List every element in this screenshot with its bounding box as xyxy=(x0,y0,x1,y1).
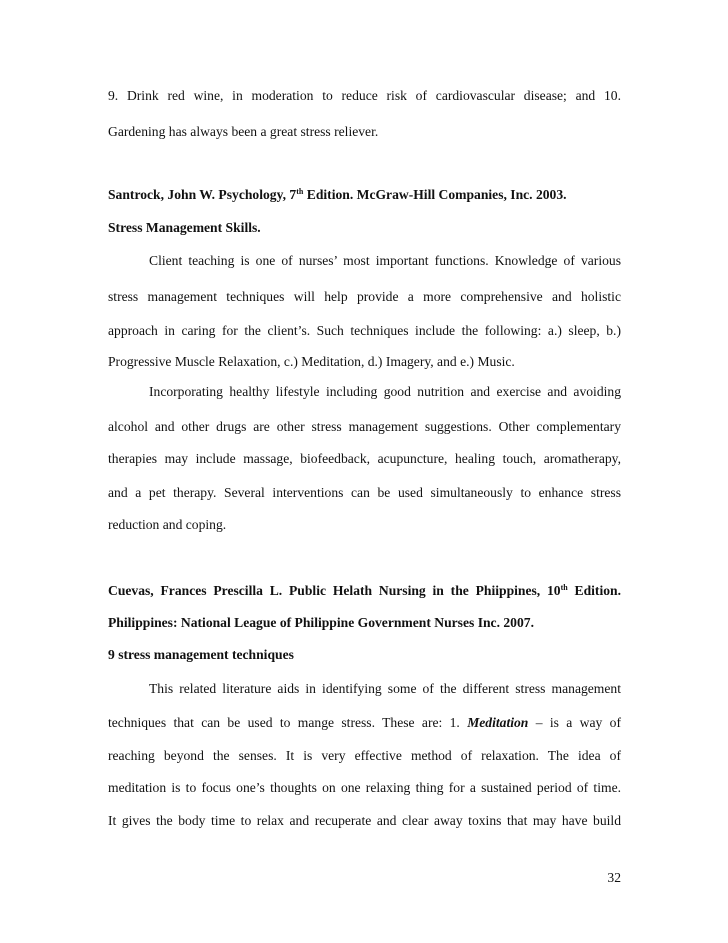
paragraph-line: reduction and coping. xyxy=(108,517,227,532)
paragraph-line: alcohol and other drugs are other stress management suggestions. Other complementary xyxy=(108,419,621,434)
reference-superscript: th xyxy=(560,583,568,592)
paragraph-text: – is a way of xyxy=(528,715,621,730)
paragraph-text: techniques that can be used to mange stress. These are: 1. xyxy=(108,715,468,730)
paragraph-line: It gives the body time to relax and recuperate and clear away toxins that may have build xyxy=(108,813,621,828)
paragraph-line: and a pet therapy. Several interventions can be used simultaneously to enhance stress xyxy=(108,485,621,500)
reference-citation-line: Philippines: National League of Philippine Government Nurses Inc. 2007. xyxy=(108,615,534,630)
reference-text: Edition. McGraw-Hill Companies, Inc. 2003. xyxy=(303,187,567,202)
paragraph-line xyxy=(108,714,621,732)
paragraph-line: Incorporating healthy lifestyle including good nutrition and exercise and avoiding xyxy=(149,384,621,399)
section-heading: Stress Management Skills. xyxy=(108,220,261,235)
paragraph-line: therapies may include massage, biofeedback, acupuncture, healing touch, aromatherapy, xyxy=(108,451,621,466)
page-number: 32 xyxy=(607,870,621,885)
paragraph-line: 9. Drink red wine, in moderation to reduce risk of cardiovascular disease; and 10. xyxy=(108,88,621,103)
paragraph-line: Client teaching is one of nurses’ most important functions. Knowledge of various xyxy=(149,253,621,268)
paragraph-line: meditation is to focus one’s thoughts on one relaxing thing for a sustained period of time. xyxy=(108,780,621,795)
reference-text: Santrock, John W. Psychology, 7 xyxy=(108,187,297,202)
paragraph-line: Progressive Muscle Relaxation, c.) Meditation, d.) Imagery, and e.) Music. xyxy=(108,354,515,369)
paragraph-line: Gardening has always been a great stress reliever. xyxy=(108,124,379,139)
reference-text: Cuevas, Frances Prescilla L. Public Helath Nursing in the Phiippines, 10 xyxy=(108,583,561,598)
paragraph-line: reaching beyond the senses. It is very effective method of relaxation. The idea of xyxy=(108,748,621,763)
reference-superscript: th xyxy=(296,187,304,196)
emphasized-term: Meditation xyxy=(467,715,529,730)
section-heading: 9 stress management techniques xyxy=(108,647,294,662)
paragraph-line: stress management techniques will help provide a more comprehensive and holistic xyxy=(108,289,621,304)
reference-citation xyxy=(108,186,621,204)
reference-citation xyxy=(108,582,621,600)
paragraph-line: This related literature aids in identifying some of the different stress management xyxy=(149,681,621,696)
paragraph-line: approach in caring for the client’s. Such techniques include the following: a.) sleep, b.) xyxy=(108,323,621,338)
reference-text: Edition. xyxy=(567,583,621,598)
